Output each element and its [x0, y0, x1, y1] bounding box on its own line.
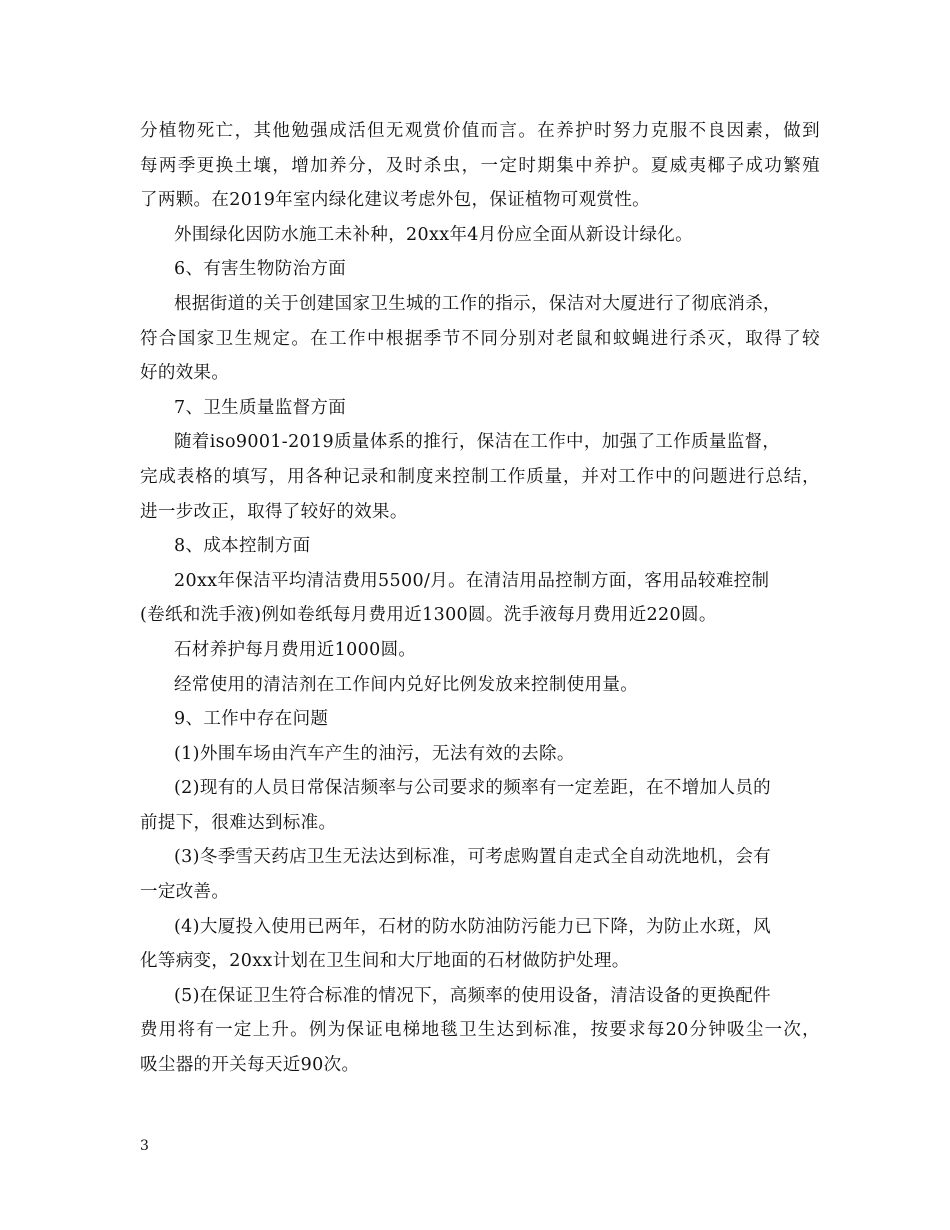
text-line: (5)在保证卫生符合标准的情况下，高频率的使用设备，清洁设备的更换配件: [174, 985, 772, 1006]
text-line: (2)现有的人员日常保洁频率与公司要求的频率有一定差距，在不增加人员的: [174, 778, 772, 799]
section-heading: 9、工作中存在问题: [174, 709, 329, 730]
text-line: 分植物死亡，其他勉强成活但无观赏价值而言。在养护时努力克服不良因素，做到: [140, 121, 820, 141]
text-line: 好的效果。: [140, 363, 230, 384]
section-heading: 6、有害生物防治方面: [174, 259, 347, 280]
text-line: (卷纸和洗手液)例如卷纸每月费用近1300圆。洗手液每月费用近220圆。: [140, 605, 717, 626]
text-line: (1)外围车场由汽车产生的油污，无法有效的去除。: [174, 743, 575, 764]
text-line: (4)大厦投入使用已两年，石材的防水防油防污能力已下降，为防止水斑，风: [174, 916, 772, 937]
text-line: (3)冬季雪天药店卫生无法达到标准，可考虑购置自走式全自动洗地机，会有: [174, 847, 772, 868]
text-line: 前提下，很难达到标准。: [140, 812, 337, 833]
text-line: 外围绿化因防水施工未补种，20xx年4月份应全面从新设计绿化。: [174, 224, 693, 245]
page-number: 3: [140, 1138, 149, 1154]
text-line: 每两季更换土壤，增加养分，及时杀虫，一定时期集中养护。夏威夷椰子成功繁殖: [140, 155, 820, 176]
text-line: 一定改善。: [140, 882, 230, 903]
text-line: 吸尘器的开关每天近90次。: [140, 1055, 360, 1076]
text-line: 符合国家卫生规定。在工作中根据季节不同分别对老鼠和蚊蝇进行杀灭，取得了较: [140, 328, 820, 349]
text-line: 20xx年保洁平均清洁费用5500/月。在清洁用品控制方面，客用品较难控制: [174, 570, 770, 591]
document-body: [140, 114, 820, 1083]
text-line: 化等病变，20xx计划在卫生间和大厅地面的石材做防护处理。: [140, 951, 630, 972]
text-line: 完成表格的填写，用各种记录和制度来控制工作质量，并对工作中的问题进行总结，: [140, 466, 820, 487]
text-line: 随着iso9001-2019质量体系的推行，保洁在工作中，加强了工作质量监督，: [174, 432, 781, 453]
text-line: 经常使用的清洁剂在工作间内兑好比例发放来控制使用量。: [174, 674, 639, 695]
section-heading: 7、卫生质量监督方面: [174, 397, 347, 418]
text-line: 费用将有一定上升。例为保证电梯地毯卫生达到标准，按要求每20分钟吸尘一次，: [140, 1020, 820, 1041]
text-line: 了两颗。在2019年室内绿化建议考虑外包，保证植物可观赏性。: [140, 190, 651, 211]
text-line: 进一步改正，取得了较好的效果。: [140, 501, 408, 522]
text-line: 根据街道的关于创建国家卫生城的工作的指示，保洁对大厦进行了彻底消杀，: [174, 293, 781, 314]
section-heading: 8、成本控制方面: [174, 536, 311, 557]
text-line: 石材养护每月费用近1000圆。: [174, 639, 417, 660]
